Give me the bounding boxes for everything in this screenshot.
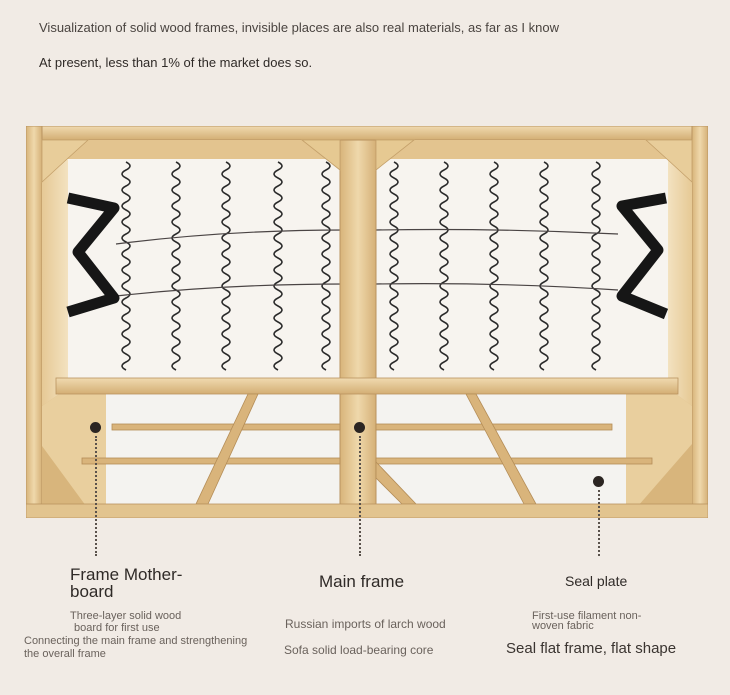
seal-plate-leader-line: [598, 490, 600, 556]
seal-plate-marker: [593, 476, 604, 487]
main-frame-desc-2: Sofa solid load-bearing core: [284, 643, 434, 657]
frame-motherboard-desc-1b: board for first use: [74, 622, 160, 634]
frame-motherboard-desc-2b: the overall frame: [24, 648, 106, 660]
intro-line-2: At present, less than 1% of the market does so.: [39, 55, 313, 70]
seal-plate-desc-2: Seal flat frame, flat shape: [506, 640, 677, 657]
frame-motherboard-title-2: board: [70, 582, 114, 601]
frame-motherboard-desc-1a: Three-layer solid wood: [70, 610, 182, 622]
sofa-frame-illustration: [26, 126, 708, 518]
intro-line-1: Visualization of solid wood frames, invisible places are also real materials, as far as I know: [39, 20, 559, 35]
main-frame-leader-line: [359, 436, 361, 556]
main-frame-title: Main frame: [319, 572, 405, 591]
main-frame-marker: [354, 422, 365, 433]
main-frame-desc-1: Russian imports of larch wood: [285, 617, 446, 631]
frame-motherboard-title-1: Frame Mother-: [70, 565, 183, 584]
frame-motherboard-desc-2a: Connecting the main frame and strengthening: [24, 635, 248, 647]
frame-motherboard-marker: [90, 422, 101, 433]
frame-motherboard-leader-line: [95, 436, 97, 556]
seal-plate-desc-1b: woven fabric: [532, 620, 594, 632]
seal-plate-title: Seal plate: [565, 573, 628, 589]
seal-plate-desc-1a: First-use filament non-: [532, 610, 642, 622]
